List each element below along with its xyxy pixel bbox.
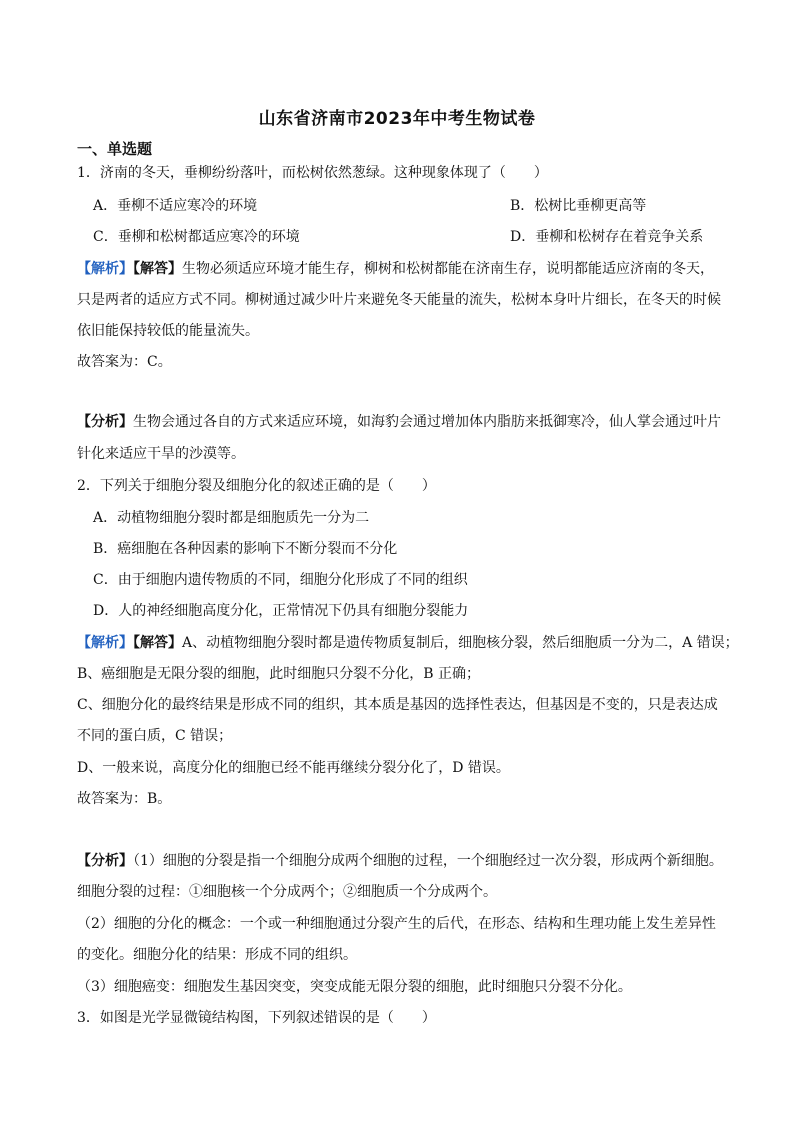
analysis-tag: 【解析】 bbox=[77, 261, 133, 277]
section-heading: 一、单选题 bbox=[77, 140, 153, 158]
q1-option-d: D．垂柳和松树存在着竞争关系 bbox=[510, 229, 704, 245]
q1-analysis-line-2: 针化来适应干旱的沙漠等。 bbox=[77, 446, 245, 462]
q1-answer: 故答案为：C。 bbox=[77, 354, 172, 370]
q2-explanation-line-2: B、癌细胞是无限分裂的细胞，此时细胞只分裂不分化，B 正确； bbox=[77, 666, 481, 682]
q1-stem: 1．济南的冬天，垂柳纷纷落叶，而松树依然葱绿。这种现象体现了（ ） bbox=[77, 165, 548, 181]
analysis-tag: 【解析】 bbox=[77, 635, 133, 651]
q1-explanation-line-3: 依旧能保持较低的能量流失。 bbox=[77, 323, 259, 339]
q1-explanation-line-1: 【解析】【解答】生物必须适应环境才能生存，柳树和松树都能在济南生存，说明都能适应济南的冬天， bbox=[77, 261, 714, 277]
q2-explanation-line-1: 【解析】【解答】A、动植物细胞分裂时都是遗传物质复制后，细胞核分裂，然后细胞质一分为二，A 错误； bbox=[77, 635, 739, 651]
q2-explanation-line-5: D、一般来说，高度分化的细胞已经不能再继续分裂分化了，D 错误。 bbox=[77, 760, 510, 776]
q2-option-a: A．动植物细胞分裂时都是细胞质先一分为二 bbox=[93, 510, 370, 526]
analysis-note-tag: 【分析】 bbox=[77, 853, 133, 869]
q2-answer: 故答案为：B。 bbox=[77, 791, 172, 807]
q2-option-d: D．人的神经细胞高度分化，正常情况下仍具有细胞分裂能力 bbox=[93, 603, 469, 619]
q1-options-row1 bbox=[93, 196, 773, 216]
q2-analysis-line-2: 细胞分裂的过程：①细胞核一个分成两个；②细胞质一个分成两个。 bbox=[77, 884, 497, 900]
q2-option-b: B．癌细胞在各种因素的影响下不断分裂而不分化 bbox=[93, 541, 398, 557]
q1-analysis-line-1: 【分析】生物会通过各自的方式来适应环境，如海豹会通过增加体内脂肪来抵御寒冷，仙人掌会通过叶片 bbox=[77, 414, 721, 430]
q1-option-c: C．垂柳和松树都适应寒冷的环境 bbox=[93, 229, 300, 245]
analysis-note-tag: 【分析】 bbox=[77, 414, 133, 430]
q2-explanation-line-3: C、细胞分化的最终结果是形成不同的组织，其本质是基因的选择性表达，但基因是不变的，只是表达成 bbox=[77, 697, 718, 713]
q2-analysis-line-1: 【分析】（1）细胞的分裂是指一个细胞分成两个细胞的过程，一个细胞经过一次分裂，形成两个新细胞。 bbox=[77, 853, 723, 869]
q1-options-row2 bbox=[93, 227, 773, 247]
q1-explanation-line-2: 只是两者的适应方式不同。柳树通过减少叶片来避免冬天能量的流失，松树本身叶片细长，在冬天的时候 bbox=[77, 292, 721, 308]
q2-stem: 2．下列关于细胞分裂及细胞分化的叙述正确的是（ ） bbox=[77, 478, 436, 494]
q1-option-a: A．垂柳不适应寒冷的环境 bbox=[93, 198, 258, 214]
q2-analysis-line-5: （3）细胞癌变：细胞发生基因突变，突变成能无限分裂的细胞，此时细胞只分裂不分化。 bbox=[77, 979, 632, 995]
q1-option-b: B．松树比垂柳更高等 bbox=[510, 198, 647, 214]
q2-option-c: C．由于细胞内遗传物质的不同，细胞分化形成了不同的组织 bbox=[93, 572, 468, 588]
q3-stem: 3．如图是光学显微镜结构图，下列叙述错误的是（ ） bbox=[77, 1010, 436, 1026]
q2-analysis-line-3: （2）细胞的分化的概念：一个或一种细胞通过分裂产生的后代，在形态、结构和生理功能上发生差异性 bbox=[77, 916, 716, 932]
q2-analysis-line-4: 的变化。细胞分化的结果：形成不同的组织。 bbox=[77, 947, 357, 963]
solution-tag: 【解答】 bbox=[133, 635, 182, 651]
page-title: 山东省济南市2023年中考生物试卷 bbox=[258, 109, 536, 129]
solution-tag: 【解答】 bbox=[133, 261, 182, 277]
q2-explanation-line-4: 不同的蛋白质，C 错误； bbox=[77, 728, 233, 744]
